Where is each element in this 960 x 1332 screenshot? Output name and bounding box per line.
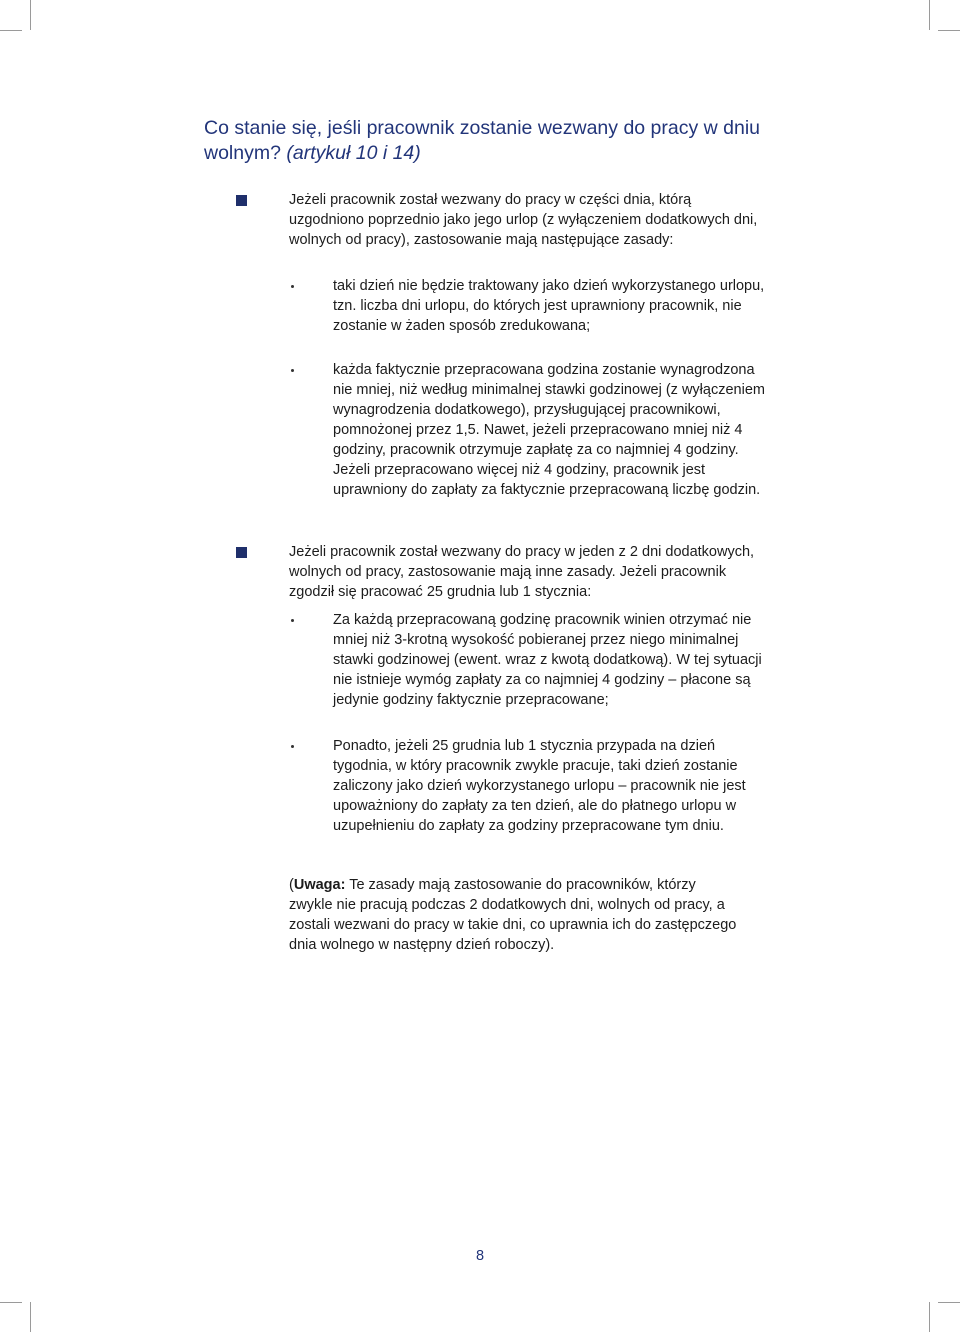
crop-mark-top-right-h [938,30,960,31]
square-bullet-icon [236,547,247,558]
note-paragraph [289,875,739,955]
crop-mark-top-left [30,0,31,30]
heading-main: Co stanie się, jeśli pracownik zostanie wezwany do pracy w dniu wolnym? [204,117,761,164]
bullet-dot-icon [291,745,294,748]
page-number: 8 [475,1248,485,1264]
list-item-text: taki dzień nie będzie traktowany jako dzień wykorzystanego urlopu, tzn. liczba dni urlopu, do których jest uprawniony pracownik, nie zostanie w żaden sposób zredukowana; [333,278,765,334]
section-text: Jeżeli pracownik został wezwany do pracy w jeden z 2 dni dodatkowych, wolnych od pracy, zastosowanie mają inne zasady. Jeżeli pracownik zgodził się pracować 25 grudnia lub 1 stycznia: [289,544,755,600]
crop-mark-top-left-h [0,30,22,31]
crop-mark-top-right [929,0,930,30]
list-item-text: każda faktycznie przepracowana godzina zostanie wynagrodzona nie mniej, niż według minimalnej stawki godzinowej (z wyłączeniem wynagrodzenia dodatkowego), przysługującej pracownikowi, pomnożonej przez 1,5. Nawet, jeżeli przepracowano mniej niż 4 godziny, pracownik otrzymuje zapłatę za co najmniej 4 godziny. Jeżeli przepracowano więcej niż 4 godziny, pracownik jest uprawniony do zapłaty za faktycznie przepracowaną liczbę godzin. [333,362,765,498]
crop-mark-bottom-right [929,1302,930,1332]
crop-mark-bottom-left [30,1302,31,1332]
section-text: Jeżeli pracownik został wezwany do pracy w części dnia, którą uzgodniono poprzednio jako jego urlop (z wyłączeniem dodatkowych dni, wolnych od pracy), zastosowanie mają następujące zasady: [289,192,758,248]
list-item-text: Ponadto, jeżeli 25 grudnia lub 1 stycznia przypada na dzień tygodnia, w który pracownik zwykle pracuje, taki dzień zostanie zaliczony jako dzień wykorzystanego urlopu – pracownik nie jest upoważniony do zapłaty za ten dzień, ale do płatnego urlopu w uzupełnieniu do zapłaty za godziny przepracowane tym dniu. [333,738,746,834]
bullet-dot-icon [291,619,294,622]
note-label: Uwaga: [293,877,346,893]
note-text: Te zasady mają zastosowanie do pracowników, którzy zwykle nie pracują podczas 2 dodatkowych dni, wolnych od pracy, a zostali wezwani do pracy w takie dni, co uprawnia ich do zastępczego dnia wolnego w następny dzień roboczy). [289,877,737,953]
bullet-dot-icon [291,285,294,288]
crop-mark-bottom-left-h [0,1302,22,1303]
square-bullet-icon [236,195,247,206]
bullet-dot-icon [291,369,294,372]
page-heading [204,116,764,166]
note-open-paren: ( [289,877,294,893]
list-item-text: Za każdą przepracowaną godzinę pracownik winien otrzymać nie mniej niż 3-krotną wysokość pobieranej przez niego minimalnej stawki godzinowej (ewent. wraz z kwotą dodatkową). W tej sytuacji nie istnieje wymóg zapłaty za co najmniej 4 godziny – płacone są jedynie godziny faktycznie przepracowane; [333,612,762,708]
crop-mark-bottom-right-h [938,1302,960,1303]
heading-article-ref: (artykuł 10 i 14) [286,142,421,164]
